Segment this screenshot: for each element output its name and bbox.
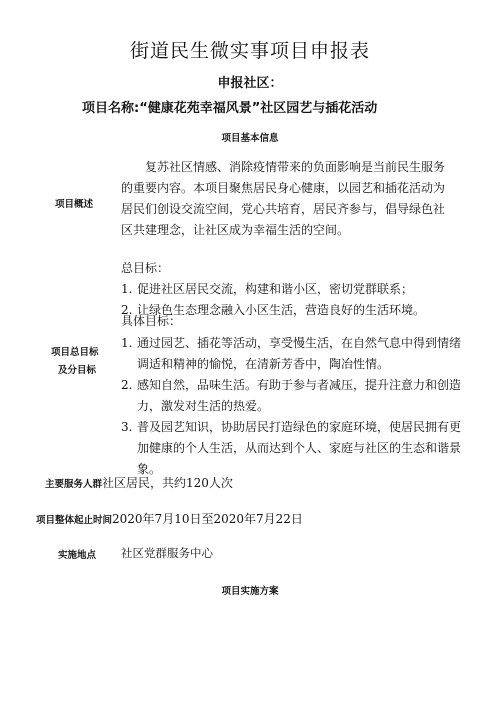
overview-text: 复苏社区情感、消除疫情带来的负面影响是当前民生服务的重要内容。本项目聚焦居民身心健康，以园艺和插花活动为居民们创设交流空间，党心共培育，居民齐参与，倡导绿色社区共建理念，让社区成为幸福生活的空间。 <box>121 160 446 237</box>
list-item <box>121 279 461 300</box>
list-item-number: 1. <box>121 282 133 296</box>
plan-header: 项目实施方案 <box>221 586 279 597</box>
document-title: 街道民生微实事项目申报表 <box>129 40 370 62</box>
list-item-number: 2. <box>121 378 133 392</box>
period-value: 2020年7月10日至2020年7月22日 <box>112 512 303 526</box>
list-item <box>121 417 461 480</box>
goals-label-line2: 及分目标 <box>58 365 97 376</box>
overview-label: 项目概述 <box>55 199 94 210</box>
project-name-value: “健康花苑幸福风景”社区园艺与插花活动 <box>139 101 378 116</box>
project-name-label: 项目名称: <box>82 101 140 116</box>
list-item-number: 1. <box>121 336 133 350</box>
community-label: 申报社区： <box>217 76 283 91</box>
location-label: 实施地点 <box>58 550 97 561</box>
period-row <box>36 508 303 527</box>
service-group-row <box>45 472 233 491</box>
list-item-number: 2. <box>121 303 133 317</box>
overall-goal-heading: 总目标： <box>121 261 170 275</box>
list-item <box>121 375 461 417</box>
location-value: 社区党群服务中心 <box>121 546 213 560</box>
list-item-text: 通过园艺、插花等活动，享受慢生活，在自然气息中得到情绪调适和精神的愉悦，在清新芳香中，陶冶性情。 <box>137 336 462 371</box>
list-item <box>121 333 461 375</box>
period-label: 项目整体起止时间 <box>36 515 113 526</box>
specific-goal-list <box>121 333 461 480</box>
service-group-value: 社区居民，共约120人次 <box>102 476 233 490</box>
goals-label-line1: 项目总目标 <box>51 347 99 358</box>
specific-goal-heading: 具体目标： <box>121 314 182 328</box>
list-item-text: 让绿色生态理念融入小区生活，营造良好的生活环境。 <box>137 303 426 317</box>
list-item-number: 3. <box>121 420 133 434</box>
list-item-text: 感知自然，品味生活。有助于参与者减压，提升注意力和创造力，激发对生活的热爱。 <box>137 378 462 413</box>
list-item-text: 促进社区居民交流，构建和谐小区，密切党群联系； <box>137 282 414 296</box>
basic-info-header: 项目基本信息 <box>221 133 279 144</box>
project-name-row <box>82 97 377 116</box>
service-group-label: 主要服务人群 <box>45 479 103 490</box>
list-item-text: 普及园艺知识，协助居民打造绿色的家庭环境，使居民拥有更加健康的个人生活，从而达到个人、家庭与社区的生态和谐景象。 <box>137 420 462 476</box>
